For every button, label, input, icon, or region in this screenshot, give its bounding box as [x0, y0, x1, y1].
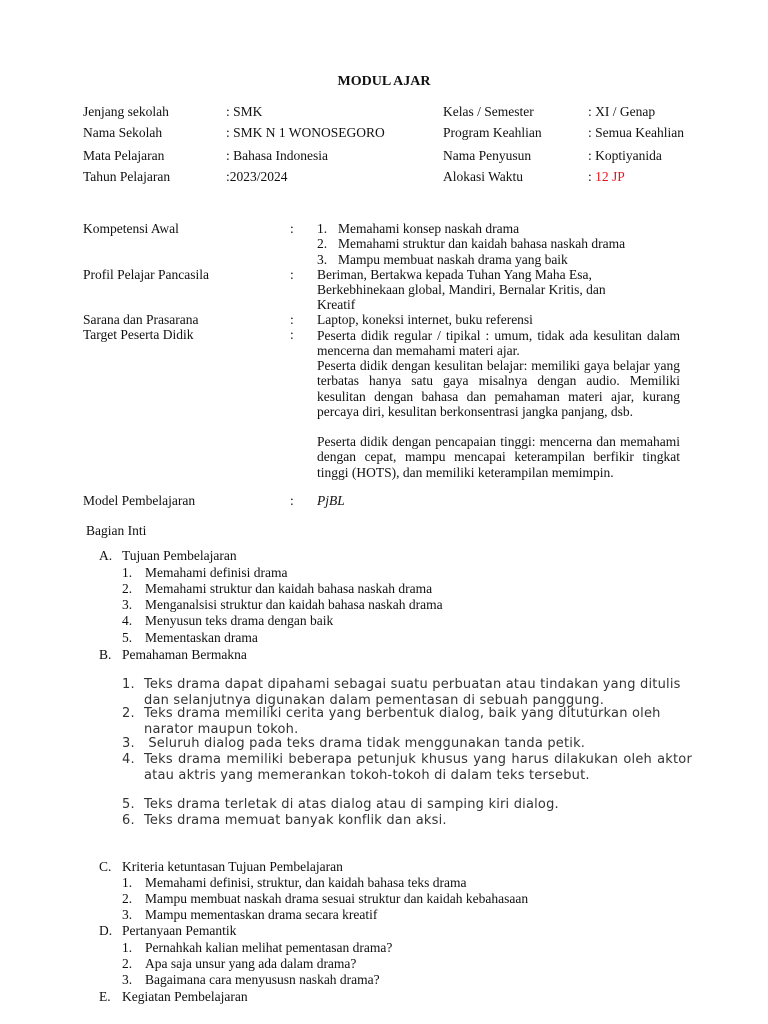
list-num: 6.: [122, 813, 135, 828]
list-item: Bagaimana cara menyususn naskah drama?: [145, 972, 380, 987]
label-program-keahlian: Program Keahlian: [443, 125, 542, 140]
label-model: Model Pembelajaran: [83, 493, 196, 508]
list-item: Mementaskan drama: [145, 630, 258, 645]
section-title: Kegiatan Pembelajaran: [122, 989, 248, 1004]
list-num: 1.: [122, 940, 133, 955]
label-profil: Profil Pelajar Pancasila: [83, 267, 209, 282]
list-num: 3.: [122, 597, 133, 612]
value-nama-penyusun: : Koptiyanida: [588, 148, 662, 163]
label-kompetensi-awal: Kompetensi Awal: [83, 221, 179, 236]
value-jenjang: : SMK: [226, 104, 263, 119]
list-item: Teks drama memiliki beberapa petunjuk khusus yang harus dilakukan oleh aktor atau aktris yang memerankan tokoh-tokoh di dalam teks tersebut.: [144, 752, 692, 783]
target-paragraph-3: Peserta didik dengan pencapaian tinggi: mencerna dan memahami dengan cepat, mampu mencapai keterampilan berfikir tingkat tinggi (HOTS), dan memiliki keterampilan memimpin.: [317, 434, 680, 480]
list-item: Pernahkah kalian melihat pementasan drama?: [145, 940, 393, 955]
colon: :: [290, 312, 294, 327]
target-paragraph-2: Peserta didik dengan kesulitan belajar: memiliki gaya belajar yang terbatas hanya satu gaya misalnya dengan audio. Memiliki kesulitan dengan bahasa dan pemahaman materi ajar, kurang percaya diri, kesulitan berkonsentrasi jangka panjang, dsb.: [317, 358, 680, 419]
label-target: Target Peserta Didik: [83, 327, 194, 342]
list-num: 2.: [122, 891, 133, 906]
list-item: Apa saja unsur yang ada dalam drama?: [145, 956, 357, 971]
colon: :: [290, 221, 294, 236]
colon: :: [290, 267, 294, 282]
list-num: 4.: [122, 752, 135, 767]
label-alokasi-waktu: Alokasi Waktu: [443, 169, 524, 184]
list-num: 1.: [122, 875, 133, 890]
value-nama-sekolah: : SMK N 1 WONOSEGORO: [226, 125, 385, 140]
list-item: Mampu mementaskan drama secara kreatif: [145, 907, 378, 922]
list-item: Teks drama memuat banyak konflik dan aksi.: [144, 813, 447, 828]
value-model: PjBL: [317, 493, 345, 508]
section-letter: A.: [99, 548, 113, 563]
list-num: 2.: [122, 706, 135, 721]
list-num: 5.: [122, 630, 133, 645]
value-mata-pelajaran: : Bahasa Indonesia: [226, 148, 328, 163]
list-num: 4.: [122, 613, 133, 628]
alokasi-prefix: :: [588, 169, 596, 184]
list-item: Menyusun teks drama dengan baik: [145, 613, 334, 628]
colon: :: [290, 493, 294, 508]
kompetensi-num: 1.: [317, 221, 328, 236]
label-mata-pelajaran: Mata Pelajaran: [83, 148, 165, 163]
kompetensi-item: Memahami struktur dan kaidah bahasa naskah drama: [338, 236, 626, 251]
colon: :: [290, 327, 294, 342]
section-letter: C.: [99, 859, 112, 874]
kompetensi-item: Memahami konsep naskah drama: [338, 221, 520, 236]
section-title: Pemahaman Bermakna: [122, 647, 247, 662]
kompetensi-num: 3.: [317, 252, 328, 267]
value-sarana: Laptop, koneksi internet, buku referensi: [317, 312, 533, 327]
profil-line: Kreatif: [317, 297, 356, 312]
kompetensi-item: Mampu membuat naskah drama yang baik: [338, 252, 568, 267]
list-item: Memahami definisi, struktur, dan kaidah bahasa teks drama: [145, 875, 467, 890]
profil-line: Berkebhinekaan global, Mandiri, Bernalar Kritis, dan: [317, 282, 606, 297]
document-title: MODUL AJAR: [337, 74, 431, 89]
list-num: 1.: [122, 677, 135, 692]
list-num: 2.: [122, 956, 133, 971]
list-num: 3.: [122, 907, 133, 922]
value-program-keahlian: : Semua Keahlian: [588, 125, 684, 140]
list-item: Mampu membuat naskah drama sesuai struktur dan kaidah kebahasaan: [145, 891, 529, 906]
bagian-inti-heading: Bagian Inti: [86, 523, 147, 538]
label-sarana: Sarana dan Prasarana: [83, 312, 199, 327]
target-paragraph-1: Peserta didik regular / tipikal : umum, tidak ada kesulitan dalam mencerna dan memahami materi ajar.: [317, 328, 680, 358]
profil-line: Beriman, Bertakwa kepada Tuhan Yang Maha Esa,: [317, 267, 592, 282]
section-letter: E.: [99, 989, 111, 1004]
section-title: Pertanyaan Pemantik: [122, 923, 237, 938]
label-tahun-pelajaran: Tahun Pelajaran: [83, 169, 171, 184]
list-item: Teks drama terletak di atas dialog atau di samping kiri dialog.: [144, 797, 559, 812]
list-num: 2.: [122, 581, 133, 596]
list-item: Memahami definisi drama: [145, 565, 288, 580]
value-kelas-semester: : XI / Genap: [588, 104, 656, 119]
list-item: Menganalsisi struktur dan kaidah bahasa naskah drama: [145, 597, 443, 612]
list-num: 3.: [122, 736, 135, 751]
pemahaman-list: [122, 677, 694, 837]
label-jenjang: Jenjang sekolah: [83, 104, 169, 119]
list-num: 5.: [122, 797, 135, 812]
section-letter: B.: [99, 647, 112, 662]
list-num: 1.: [122, 565, 133, 580]
list-item: Memahami struktur dan kaidah bahasa naskah drama: [145, 581, 433, 596]
value-alokasi-waktu: [588, 170, 625, 184]
section-title: Kriteria ketuntasan Tujuan Pembelajaran: [122, 859, 343, 874]
list-item: Teks drama memiliki cerita yang berbentuk dialog, baik yang dituturkan oleh narator maupun tokoh.: [144, 706, 661, 737]
list-item: Seluruh dialog pada teks drama tidak menggunakan tanda petik.: [144, 736, 586, 751]
list-item: Teks drama dapat dipahami sebagai suatu perbuatan atau tindakan yang ditulis dan selanjutnya digunakan dalam pementasan di sebuah panggung.: [144, 677, 681, 708]
value-tahun-pelajaran: :2023/2024: [226, 169, 288, 184]
section-title: Tujuan Pembelajaran: [122, 548, 237, 563]
section-letter: D.: [99, 923, 113, 938]
label-nama-sekolah: Nama Sekolah: [83, 125, 163, 140]
label-kelas-semester: Kelas / Semester: [443, 104, 534, 119]
label-nama-penyusun: Nama Penyusun: [443, 148, 532, 163]
list-num: 3.: [122, 972, 133, 987]
kompetensi-num: 2.: [317, 236, 328, 251]
alokasi-jp: 12 JP: [595, 169, 625, 184]
